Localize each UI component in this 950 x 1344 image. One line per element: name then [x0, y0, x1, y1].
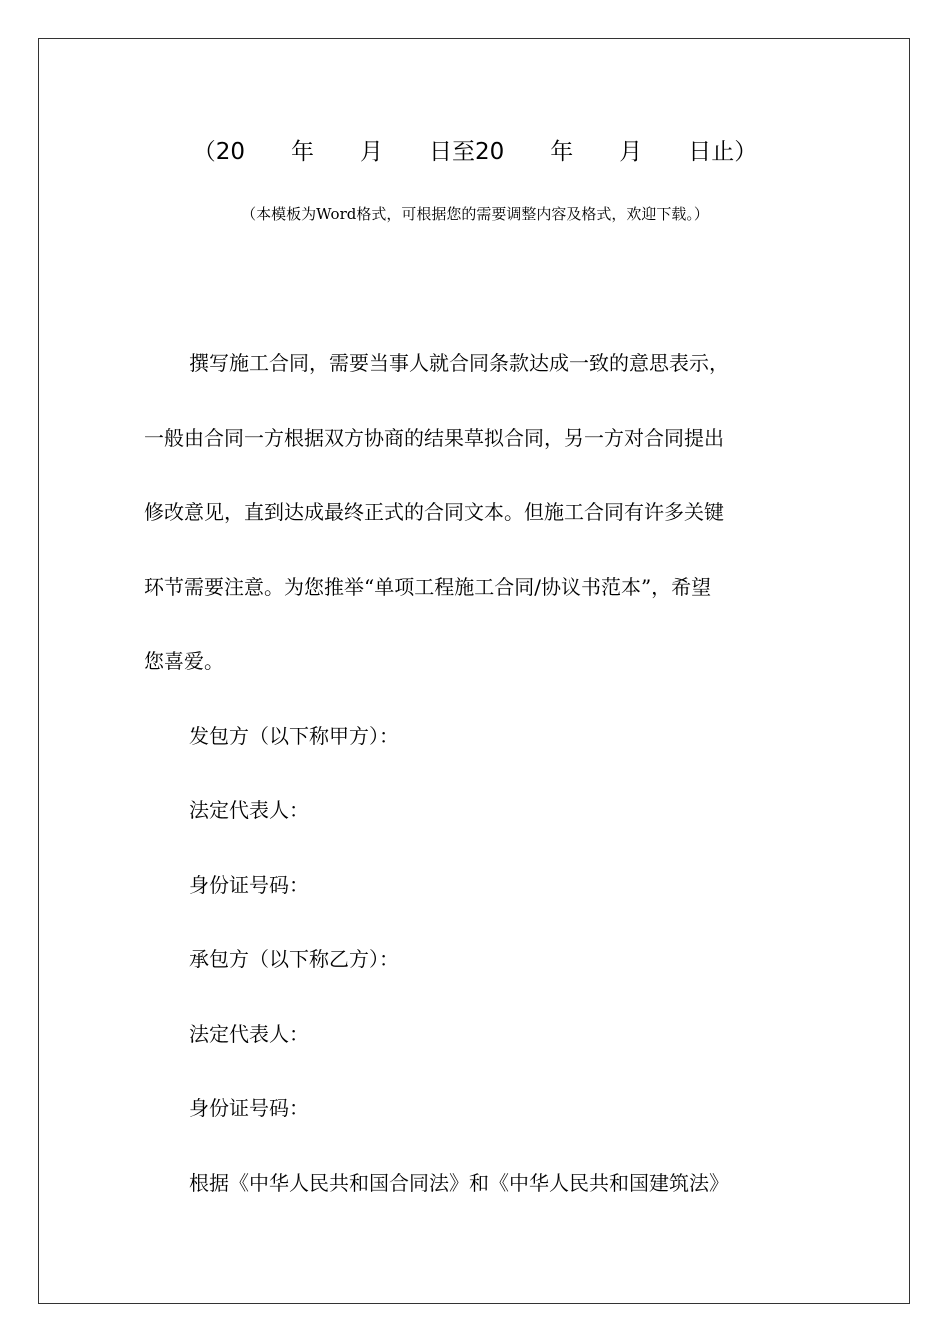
- field-employer-representative: 法定代表人：: [189, 798, 309, 822]
- intro-line-3: 修改意见，直到达成最终正式的合同文本。但施工合同有许多关键: [144, 500, 724, 524]
- closing-line: 根据《中华人民共和国合同法》和《中华人民共和国建筑法》: [189, 1170, 729, 1195]
- intro-line-5: 您喜爱。: [144, 649, 224, 673]
- document-body: [144, 343, 824, 1237]
- date-range-heading: （20 年 月 日至20 年 月 日止）: [192, 139, 758, 165]
- template-note: （本模板为Word格式，可根据您的需要调整内容及格式，欢迎下载。）: [241, 205, 709, 223]
- intro-line-4: 环节需要注意。为您推举“单项工程施工合同/协议书范本”，希望: [144, 574, 712, 599]
- field-contractor-id-number: 身份证号码：: [189, 1096, 309, 1120]
- field-contractor: 承包方（以下称乙方）：: [189, 947, 399, 971]
- intro-line-1: 撰写施工合同，需要当事人就合同条款达成一致的意思表示，: [189, 351, 729, 375]
- intro-line-2: 一般由合同一方根据双方协商的结果草拟合同，另一方对合同提出: [144, 425, 724, 450]
- field-contractor-representative: 法定代表人：: [189, 1021, 309, 1046]
- field-employer: 发包方（以下称甲方）：: [189, 723, 399, 748]
- field-employer-id-number: 身份证号码：: [189, 872, 309, 897]
